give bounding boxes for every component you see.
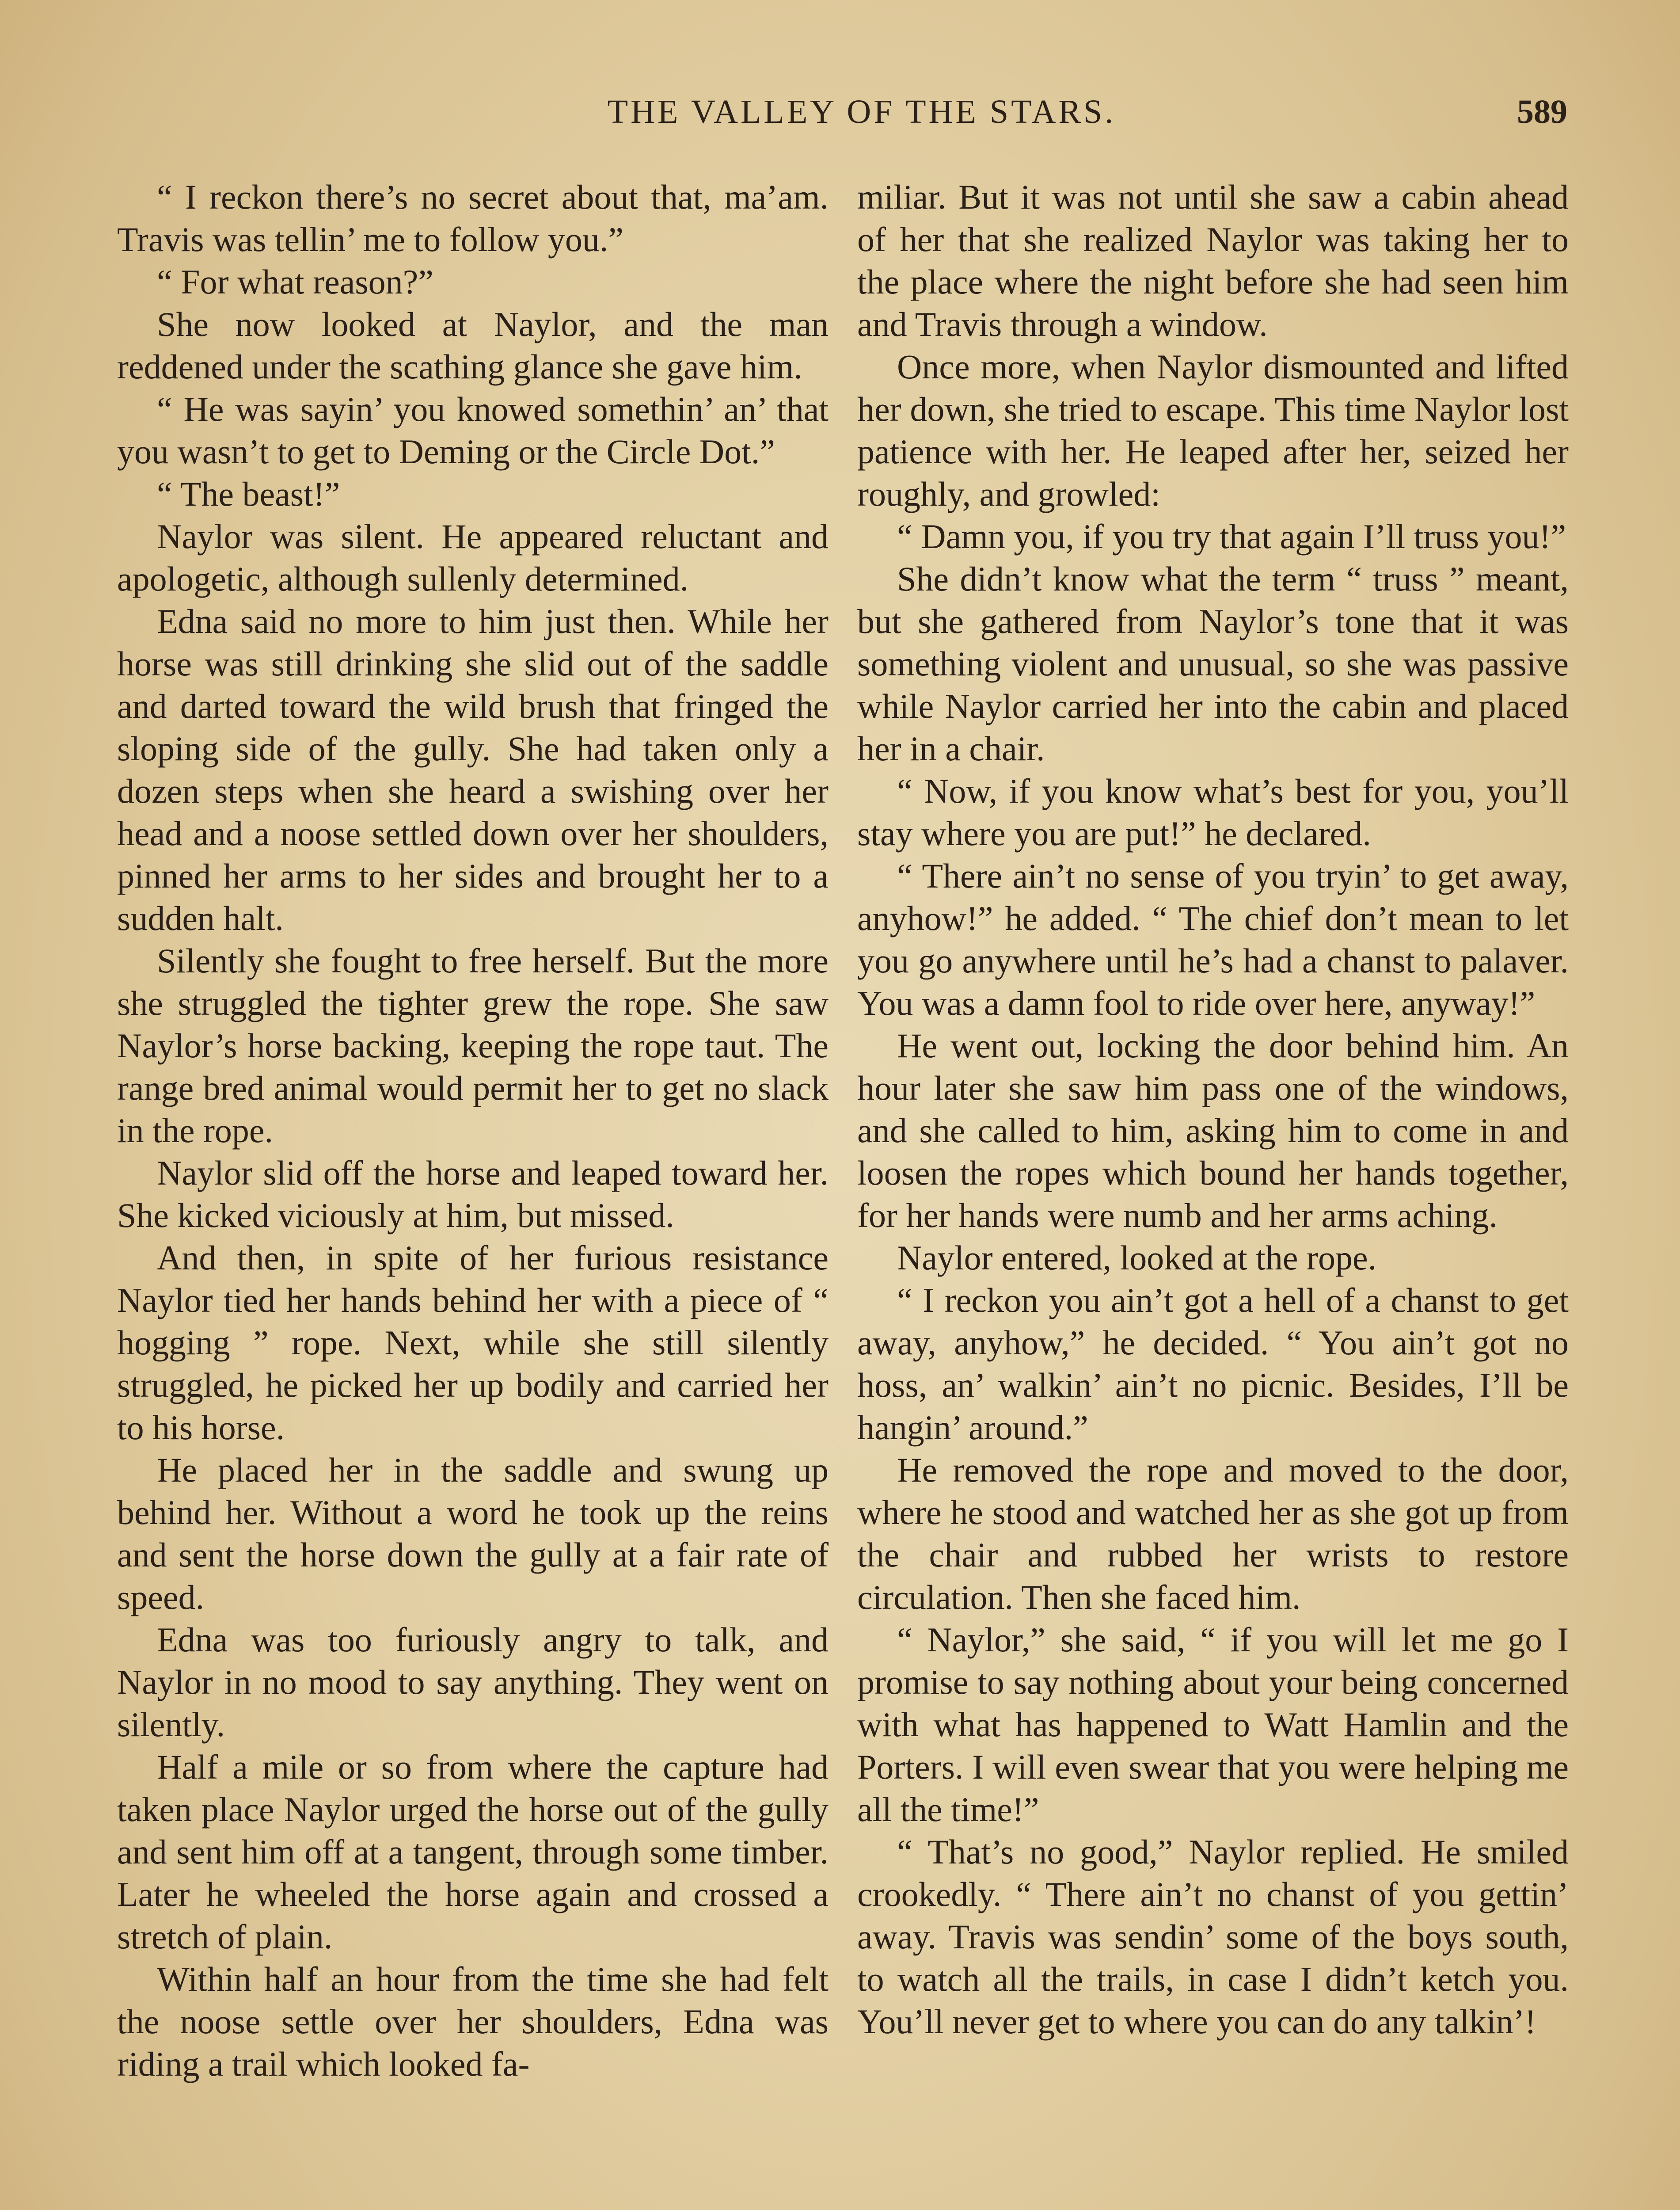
- paragraph: Within half an hour from the time she had felt the noose settle over her shoulders, Edna was riding a trail which looked fa-: [117, 1960, 829, 2083]
- paragraph: She didn’t know what the term “ truss ” meant, but she gathered from Naylor’s tone that it was something violent and unusual, so she was passive while Naylor carried her into the cabin and placed her in a chair.: [857, 560, 1569, 768]
- paragraph: “ There ain’t no sense of you tryin’ to get away, anyhow!” he added. “ The chief don’t mean to let you go anywhere until he’s had a chanst to palaver. You was a damn fool to ride over here, anyway!”: [857, 857, 1569, 1022]
- paragraph: “ For what reason?”: [157, 263, 433, 301]
- paragraph: He removed the rope and moved to the door, where he stood and watched her as she got up from the chair and rubbed her wrists to restore circulation. Then she faced him.: [857, 1451, 1569, 1616]
- page-number: 589: [1517, 93, 1567, 130]
- paragraph: Naylor was silent. He appeared reluctant and apologetic, although sullenly determined.: [117, 517, 829, 598]
- paragraph: Edna was too furiously angry to talk, and Naylor in no mood to say anything. They went on silently.: [117, 1620, 829, 1744]
- paragraph: Half a mile or so from where the capture had taken place Naylor urged the horse out of the gully and sent him off at a tangent, through some timber. Later he wheeled the horse again and crossed a stretch of plain.: [117, 1748, 829, 1956]
- paragraph: Once more, when Naylor dismounted and lifted her down, she tried to escape. This time Naylor lost patience with her. He leaped after her, seized her roughly, and growled:: [857, 347, 1569, 513]
- paragraph: “ Naylor,” she said, “ if you will let me go I promise to say nothing about your being concerned with what has happened to Watt Hamlin and the Porters. I will even swear that you were helping me all the time!”: [857, 1620, 1569, 1829]
- paragraph: “ That’s no good,” Naylor replied. He smiled crookedly. “ There ain’t no chanst of you gettin’ away. Travis was sendin’ some of the boys south, to watch all the trails, in case I didn’t ketch you. You’ll never get to where you can do any talkin’!: [857, 1833, 1569, 2041]
- running-head: THE VALLEY OF THE STARS.: [607, 93, 1116, 130]
- paragraph: He went out, locking the door behind him. An hour later she saw him pass one of the windows, and she called to him, asking him to come in and loosen the ropes which bound her hands together, for her hands were numb and her arms aching.: [857, 1026, 1569, 1235]
- paragraph: Silently she fought to free herself. But the more she struggled the tighter grew the rope. She saw Naylor’s horse backing, keeping the rope taut. The range bred animal would permit her to get no slack in the rope.: [117, 941, 829, 1150]
- paragraph: Naylor slid off the horse and leaped toward her. She kicked viciously at him, but missed.: [117, 1154, 829, 1235]
- paragraph: “ Now, if you know what’s best for you, you’ll stay where you are put!” he declared.: [857, 772, 1569, 853]
- paragraph: Naylor entered, looked at the rope.: [897, 1238, 1377, 1277]
- paragraph: And then, in spite of her furious resistance Naylor tied her hands behind her with a piece of “ hogging ” rope. Next, while she still silently struggled, he picked her up bodily and carried her to his horse.: [117, 1238, 829, 1447]
- paragraph: “ The beast!”: [157, 475, 340, 513]
- paragraph: “ He was sayin’ you knowed somethin’ an’ that you wasn’t to get to Deming or the Circle Dot.”: [117, 390, 829, 471]
- paragraph: Edna said no more to him just then. While her horse was still drinking she slid out of the saddle and darted toward the wild brush that fringed the sloping side of the gully. She had taken only a dozen steps when she heard a swishing over her head and a noose settled down over her shoulders, pinned her arms to her sides and brought her to a sudden halt.: [117, 602, 829, 937]
- paragraph: He placed her in the saddle and swung up behind her. Without a word he took up the reins and sent the horse down the gully at a fair rate of speed.: [117, 1451, 829, 1616]
- paragraph: miliar. But it was not until she saw a cabin ahead of her that she realized Naylor was taking her to the place where the night before she had seen him and Travis through a window.: [857, 178, 1569, 343]
- paragraph: “ Damn you, if you try that again I’ll truss you!”: [897, 517, 1566, 556]
- paragraph: She now looked at Naylor, and the man reddened under the scathing glance she gave him.: [117, 305, 829, 386]
- paragraph: “ I reckon there’s no secret about that, ma’am. Travis was tellin’ me to follow you.”: [117, 178, 829, 259]
- paragraph: “ I reckon you ain’t got a hell of a chanst to get away, anyhow,” he decided. “ You ain’t got no hoss, an’ walkin’ ain’t no picnic. Besides, I’ll be hangin’ around.”: [857, 1281, 1569, 1447]
- right-text-column: [857, 176, 1569, 2043]
- left-text-column: [117, 176, 829, 2085]
